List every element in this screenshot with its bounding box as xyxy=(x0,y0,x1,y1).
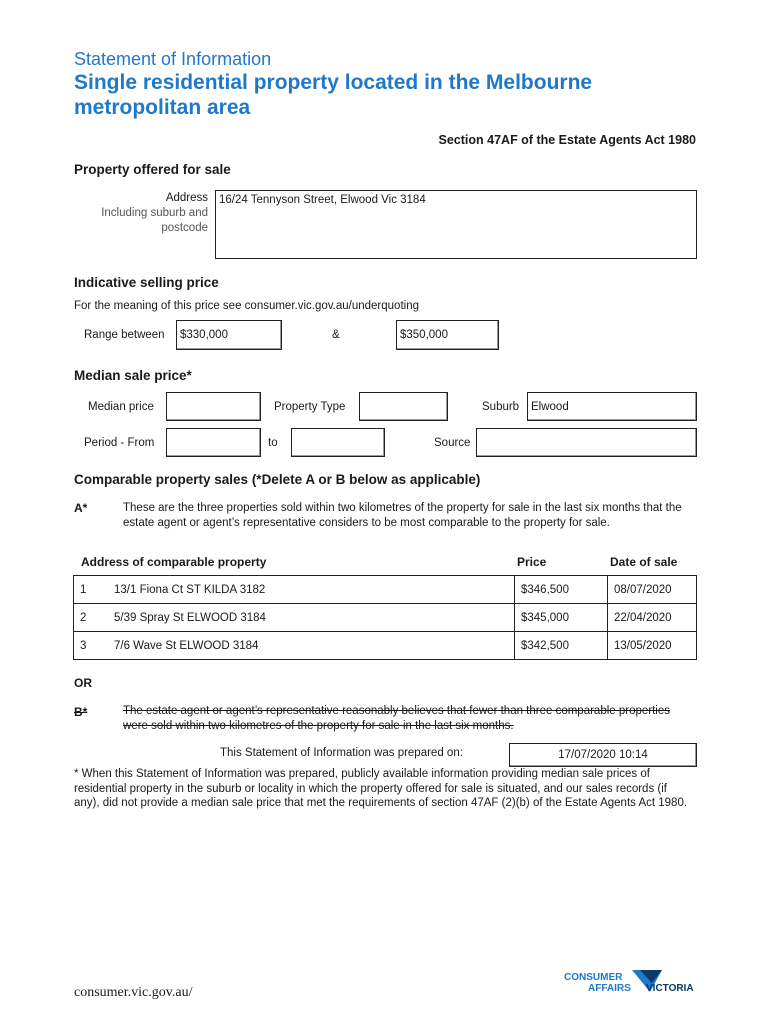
row-date[interactable]: 22/04/2020 xyxy=(608,604,697,632)
indicative-note: For the meaning of this price see consumer.vic.gov.au/underquoting xyxy=(74,300,419,312)
prepared-date-field[interactable] xyxy=(509,743,697,767)
property-heading: Property offered for sale xyxy=(74,162,231,177)
table-row xyxy=(74,632,697,660)
option-b-text: The estate agent or agent’s representative reasonably believes that fewer than three comparable properties were sold within two kilometres of the property for sale in the last six months. xyxy=(123,705,671,732)
suburb-field[interactable] xyxy=(527,392,697,421)
price-high-field[interactable] xyxy=(396,320,499,350)
property-type-label: Property Type xyxy=(274,401,346,413)
row-number: 1 xyxy=(74,576,109,604)
document-title: Single residential property located in the Melbourne metropolitan area xyxy=(74,71,593,119)
median-price-label: Median price xyxy=(88,401,154,413)
section-reference: Section 47AF of the Estate Agents Act 1980 xyxy=(438,133,696,147)
median-price-field[interactable] xyxy=(166,392,261,421)
row-number: 2 xyxy=(74,604,109,632)
row-address[interactable]: 5/39 Spray St ELWOOD 3184 xyxy=(108,604,515,632)
row-price[interactable]: $346,500 xyxy=(515,576,608,604)
address-field[interactable] xyxy=(215,190,697,259)
range-label: Range between xyxy=(84,329,165,341)
suburb-label: Suburb xyxy=(482,401,520,413)
period-to-value xyxy=(292,429,384,435)
source-label: Source xyxy=(434,437,471,449)
row-number: 3 xyxy=(74,632,109,660)
range-ampersand: & xyxy=(332,329,340,341)
option-b-marker: B* xyxy=(74,705,88,719)
col-price-header: Price xyxy=(517,555,547,569)
address-label: Address xyxy=(165,192,208,204)
logo-graphic xyxy=(562,968,702,998)
row-price[interactable]: $345,000 xyxy=(515,604,608,632)
prepared-date-value: 17/07/2020 10:14 xyxy=(558,749,648,761)
address-hint-2: postcode xyxy=(161,222,208,234)
table-row xyxy=(74,576,697,604)
property-type-field[interactable] xyxy=(359,392,448,421)
prepared-label: This Statement of Information was prepared on: xyxy=(220,747,463,759)
period-from-value xyxy=(167,429,260,435)
comparable-heading: Comparable property sales (*Delete A or B below as applicable) xyxy=(74,472,481,487)
logo-line-2: AFFAIRS xyxy=(588,983,631,994)
row-date[interactable]: 13/05/2020 xyxy=(608,632,697,660)
comparable-table xyxy=(73,575,697,660)
logo-line-3: VICTORIA xyxy=(646,983,694,994)
consumer-affairs-victoria-logo xyxy=(562,968,702,998)
footnote: * When this Statement of Information was prepared, publicly available information providing median sale prices of residential property in the suburb or locality in which the property offered for sale is situated, and our sales records (if any), did not provide a median sale price that met the requirements of section 47AF (2)(b) of the Estate Agents Act 1980. xyxy=(74,768,688,809)
row-address[interactable]: 13/1 Fiona Ct ST KILDA 3182 xyxy=(108,576,515,604)
or-separator: OR xyxy=(74,676,92,690)
address-hint-1: Including suburb and xyxy=(101,207,208,219)
row-date[interactable]: 08/07/2020 xyxy=(608,576,697,604)
footer-url[interactable]: consumer.vic.gov.au/ xyxy=(74,985,193,1000)
period-to-label: to xyxy=(268,437,278,449)
price-low-value: $330,000 xyxy=(180,329,228,341)
row-price[interactable]: $342,500 xyxy=(515,632,608,660)
address-value: 16/24 Tennyson Street, Elwood Vic 3184 xyxy=(219,194,426,206)
table-row xyxy=(74,604,697,632)
option-a-text: These are the three properties sold within two kilometres of the property for sale in the last six months that the estate agent or agent’s representative considers to be most comparable to the property for sale. xyxy=(123,502,682,529)
option-a-marker: A* xyxy=(74,501,88,515)
col-date-header: Date of sale xyxy=(610,555,678,569)
row-address[interactable]: 7/6 Wave St ELWOOD 3184 xyxy=(108,632,515,660)
period-from-field[interactable] xyxy=(166,428,261,457)
source-field[interactable] xyxy=(476,428,697,457)
property-type-value xyxy=(360,393,447,399)
period-to-field[interactable] xyxy=(291,428,385,457)
price-high-value: $350,000 xyxy=(400,329,448,341)
suburb-value: Elwood xyxy=(531,401,569,413)
period-from-label: Period - From xyxy=(84,437,155,449)
logo-line-1: CONSUMER xyxy=(564,972,623,983)
source-value xyxy=(477,429,696,435)
median-price-value xyxy=(167,393,260,399)
indicative-heading: Indicative selling price xyxy=(74,275,219,290)
document-subtitle: Statement of Information xyxy=(74,49,272,69)
median-heading: Median sale price* xyxy=(74,368,192,383)
price-low-field[interactable] xyxy=(176,320,282,350)
col-address-header: Address of comparable property xyxy=(81,555,267,569)
